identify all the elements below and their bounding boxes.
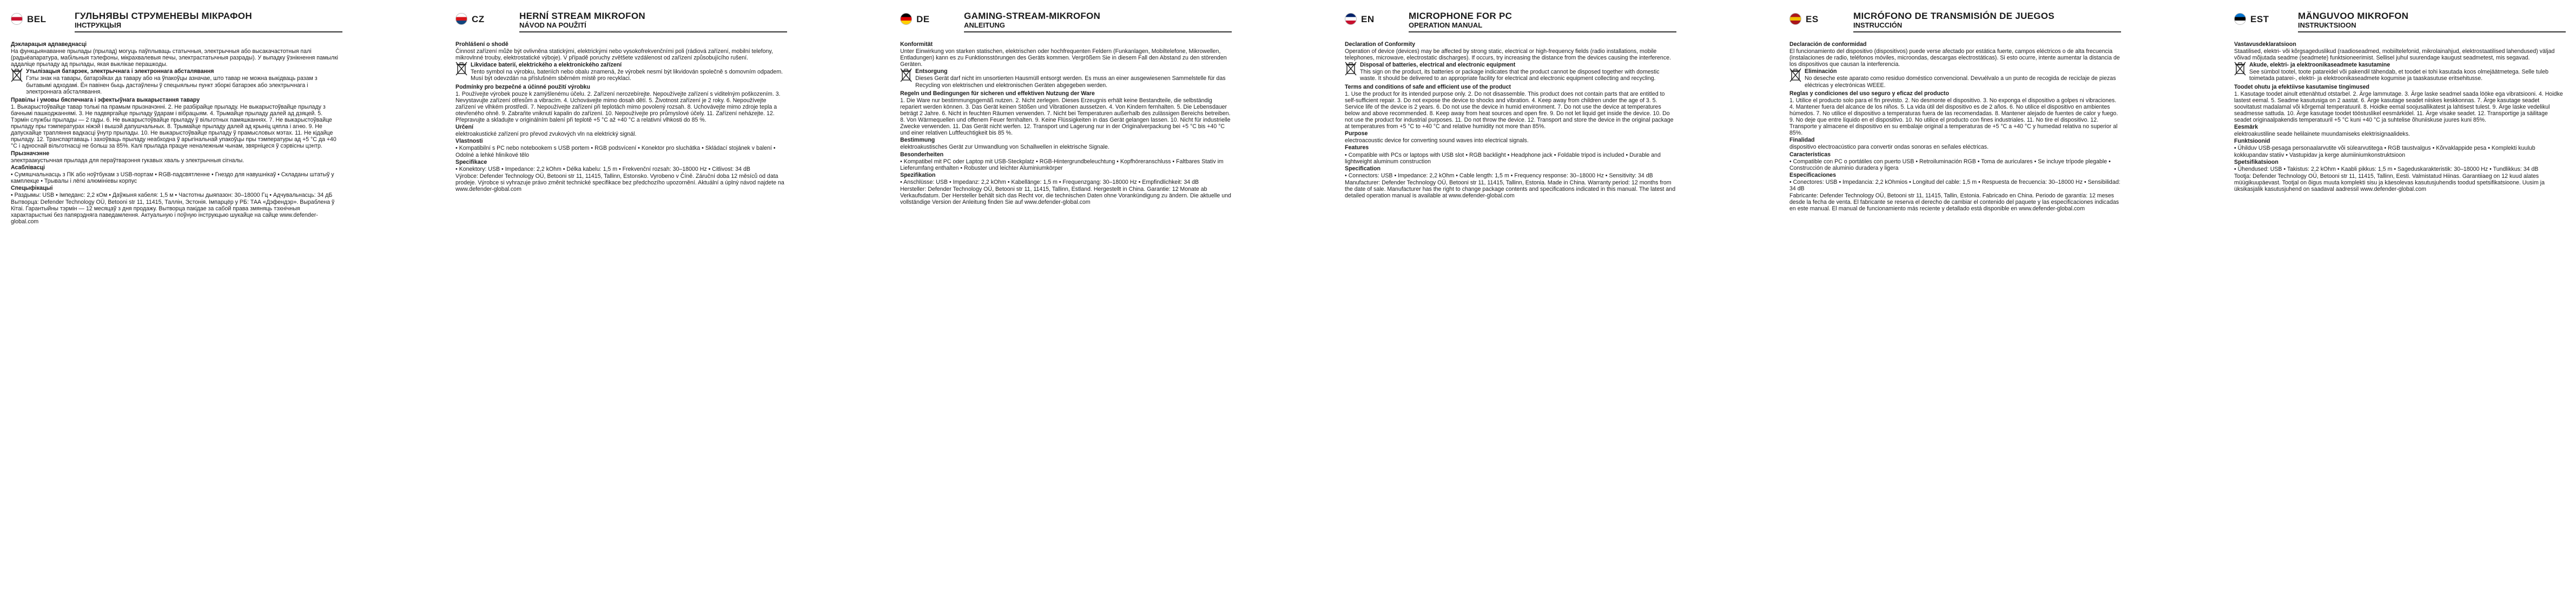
- column-header: [889, 0, 1241, 41]
- section-text: elektroakustiline seade helilainete muundamiseks elektrisignaalideks.: [2234, 131, 2410, 138]
- section-heading: Specifikace: [455, 158, 487, 165]
- section-heading: Especificaciones: [1789, 171, 1836, 178]
- manual-body: [0, 41, 352, 225]
- manual-subtitle: INSTRUKTSIOON: [2298, 21, 2356, 29]
- section-heading: Дэкларацыя адпаведнасці: [11, 41, 87, 48]
- section-text: El funcionamiento del dispositivo (dispositivos) puede verse afectado por estática fuerte, campos eléctricos o de alta frecuencia (instalaciones de radio, teléfonos móviles, microondas, descargas electrostáticas). Si esto ocurre, intente aumentar la distancia de los dispositivos que causan la interferencia.: [1789, 48, 2120, 68]
- manual-section: [2234, 138, 2565, 158]
- language-code: ES: [1806, 14, 1819, 24]
- section-text: Fabricante: Defender Technology OÜ, Betooni str 11, 11415, Tallin, Estonia. Fabricado en China. Periodo de garantía: 12 meses desde la fecha de venta. El fabricante se reserva el derecho de cambiar el contenido del paquete y las especificaciones indicadas en este manual. El manual de funcionamiento más reciente y detallado está disponible en www.defender-global.com: [1789, 192, 2119, 212]
- disposal-text-block: [26, 68, 342, 95]
- section-text: • Kompatibel mit PC oder Laptop mit USB-Steckplatz • RGB-Hintergrundbeleuchtung • Kopfhöreranschluss • Faltbares Stativ im Lieferumfang enthalten • Robuster und leichter Aluminiumkörper: [900, 158, 1224, 171]
- manual-section: [2234, 84, 2565, 124]
- manual-section: [455, 41, 787, 61]
- section-text: Tento symbol na výrobku, bateriích nebo obalu znamená, že výrobek nesmí být likvidován společně s domovním odpadem. Musí být odevzdán na příslušném sběrném místě pro recyklaci.: [471, 69, 783, 82]
- section-heading: Specification: [1345, 165, 1381, 172]
- section-text: elektroakustisches Gerät zur Umwandlung von Schallwellen in elektrische Signale.: [900, 144, 1109, 151]
- manual-section: [455, 84, 787, 124]
- language-column-en: [1334, 0, 1686, 605]
- section-heading: Regeln und Bedingungen für sicheren und effektiven Nutzung der Ware: [900, 90, 1095, 97]
- section-text: • Ühilduv USB-pesaga personaalarvutite või sülearvutitega • RGB taustvalgus • Kõrvaklappide pesa • Komplekti kuulub kokkupandav statiiv • Vastupidav ja kerge alumiiniumkonstruktsioon: [2234, 145, 2535, 158]
- column-header: [0, 0, 352, 41]
- manual-body: [889, 41, 1241, 205]
- section-heading: Akude, elektri- ja elektroonikaseadmete kasutamine: [2249, 62, 2390, 69]
- manual-section: [900, 172, 1231, 185]
- manual-subtitle: OPERATION MANUAL: [1409, 21, 1483, 29]
- section-text: Unter Einwirkung von starken statischen, elektrischen oder hochfrequenten Feldern (Funkanlagen, Mobiltelefone, Mikrowellen, Entladungen) kann es zu Funktionsstörungen des Geräts kommen. Vergrößern Sie in diesem Fall den Abstand zu den störenden Geräten.: [900, 48, 1227, 68]
- manual-section: [1345, 165, 1676, 179]
- section-heading: Eesmärk: [2234, 124, 2258, 131]
- product-title: HERNÍ STREAM MIKROFON: [519, 11, 645, 21]
- manual-body: [1334, 41, 1686, 199]
- section-heading: Funktsioonid: [2234, 138, 2270, 145]
- section-text: Staatilised, elektri- või kõrgsageduslikud (raadioseadmed, mobiiltelefonid, mikrolainahjud, elektrostaatilised lahendused) väljad võivad mõjutada seadme (seadmete) funktsioneerimist. Sellisel juhul suurendage kaugust seadmetest, mis segavad.: [2234, 48, 2555, 62]
- section-heading: Características: [1789, 151, 1831, 158]
- manual-section: [2234, 173, 2565, 192]
- product-title: MICROPHONE FOR PC: [1409, 11, 1512, 21]
- manual-section: [11, 185, 342, 198]
- manual-subtitle: ANLEITUNG: [964, 21, 1005, 29]
- language-code: DE: [916, 14, 930, 24]
- section-heading: Besonderheiten: [900, 151, 944, 158]
- manual-section: [455, 159, 787, 172]
- section-text: See sümbol tootel, toote patareidel või pakendil tähendab, et toodet ei tohi kasutada koos olmejäätmetega. Selle tuleb toimetada patarei-, elektri- ja elektroonikaseadmete kogumise ja taaskasutuse eritsehitusse.: [2249, 69, 2549, 82]
- section-heading: Declaración de conformidad: [1789, 41, 1867, 48]
- section-text: Činnost zařízení může být ovlivněna statickými, elektrickými nebo vysokofrekvenčními poli (rádiová zařízení, mobilní telefony, mikrovlnné trouby, elektrostatické výboje). V případě poruchy zvětšete vzdálenost od zařízení způsobujícího rušení.: [455, 48, 773, 62]
- crossed-bin-icon: [2234, 62, 2246, 76]
- section-heading: Podmínky pro bezpečné a účinné použití výrobku: [455, 83, 590, 90]
- manual-section: [1789, 172, 2121, 192]
- manual-section: [455, 173, 787, 192]
- disposal-text-block: [1360, 62, 1676, 82]
- language-column-est: [2223, 0, 2575, 605]
- section-heading: Disposal of batteries, electrical and electronic equipment: [1360, 62, 1516, 69]
- product-title: MÄNGUVOO MIKROFON: [2298, 11, 2409, 21]
- section-text: Výrobce: Defender Technology OÜ, Betooni str 11, 11415, Tallinn, Estonsko. Vyrobeno v Číně. Záruční doba 12 měsíců od data prodeje. Výrobce si vyhrazuje právo změnit technické specifikace bez předchozího upozornění. Aktuální a úplný návod najdete na www.defender-global.com: [455, 172, 784, 192]
- title-block: [519, 11, 787, 32]
- section-text: • Conectores: USB • Impedancia: 2,2 kOhmios • Longitud del cable: 1,5 m • Respuesta de frecuencia: 30–18000 Hz • Sensibilidad: 34 dB: [1789, 178, 2121, 192]
- manual-body: [445, 41, 796, 192]
- section-heading: Spezifikation: [900, 171, 936, 178]
- manual-subtitle: NÁVOD NA POUŽITÍ: [519, 21, 586, 29]
- column-header: [445, 0, 796, 41]
- section-heading: Určení: [455, 124, 473, 131]
- section-text: Hersteller: Defender Technology OÜ, Betooni str 11, 11415, Tallinn, Estland. Hergestellt in China. Garantie: 12 Monate ab Verkaufsdatum. Der Hersteller behält sich das Recht vor, die technischen Daten ohne Vorankündigung zu ändern. Die aktuelle und vollständige Version der Anleitung finden Sie auf www.defender-global.com: [900, 185, 1231, 206]
- section-heading: Асаблівасці: [11, 164, 45, 171]
- section-heading: Terms and conditions of safe and efficient use of the product: [1345, 83, 1511, 90]
- section-heading: Declaration of Conformity: [1345, 41, 1416, 48]
- flag-icon: [2234, 13, 2246, 25]
- column-header: [1334, 0, 1686, 41]
- section-heading: Features: [1345, 144, 1369, 151]
- section-text: Гэты знак на тавары, батарэйках да тавару або на ўпакоўцы азначае, што тавар не можна выкідваць разам з бытавымі адходамі. Ён павінен быць дастаўлены ў спецыяльны пункт зборкі батарэек або электрычнага і электроннага абсталявання.: [26, 75, 318, 95]
- manual-section: [1789, 137, 2121, 150]
- section-text: • Anschlüsse: USB • Impedanz: 2,2 kOhm • Kabellänge: 1,5 m • Frequenzgang: 30–18000 Hz • Empfindlichkeit: 34 dB: [900, 178, 1199, 185]
- crossed-bin-icon: [455, 62, 467, 76]
- section-text: Tootja: Defender Technology OÜ, Betooni str 11, 11415, Tallinn, Eesti. Valmistatud Hiinas. Garantiiaeg on 12 kuud alates müügikuupäevast. Tootjal on õigus muuta komplekti sisu ja käesolevas kasutusjuhendis toodud spetsifikatsioone. Uusim ja üksikasjalik kasutusjuhend on saadaval aadressil www.defender-global.com: [2234, 172, 2545, 192]
- disposal-text-block: [1805, 68, 2121, 89]
- manual-section: [1345, 144, 1676, 164]
- section-text: No deseche este aparato como residuo doméstico convencional. Devuélvalo a un punto de recogida de reciclaje de piezas eléctricas y electrónicas WEEE.: [1805, 75, 2116, 89]
- manual-section: [11, 150, 342, 164]
- section-text: Manufacturer: Defender Technology OÜ, Betooni str 11, 11415, Tallinn, Estonia. Made in China. Warranty period: 12 months from the date of sale. Manufacturer has the right to change package contents and specifications indicated in this manual. The latest and detailed operation manual is available at www.defender-global.com: [1345, 179, 1676, 200]
- manual-section: [1789, 151, 2121, 171]
- manual-subtitle: INSTRUCCIÓN: [1853, 21, 1903, 29]
- section-text: This sign on the product, its batteries or package indicates that the product cannot be disposed together with domestic waste. It should be delivered to an appropriate facility for electrical and electronic equipment collecting and recycling.: [1360, 69, 1660, 82]
- manual-section: [1789, 90, 2121, 137]
- disposal-text-block: [2249, 62, 2565, 82]
- language-code: CZ: [472, 14, 485, 24]
- section-text: • Connectors: USB • Impedance: 2,2 kOhm • Cable length: 1,5 m • Frequency response: 30–18000 Hz • Sensitivity: 34 dB: [1345, 172, 1653, 179]
- manual-section: [1789, 192, 2121, 212]
- section-heading: Finalidad: [1789, 137, 1815, 144]
- language-code: EST: [2250, 14, 2269, 24]
- language-column-de: [889, 0, 1241, 605]
- section-heading: Likvidace baterií, elektrického a elektronického zařízení: [471, 62, 622, 69]
- section-text: 1. Выкарыстоўвайце тавар толькі па прамым прызначэнні. 2. Не разбірайце прыладу. Не выкарыстоўвайце прыладу з бачнымі пашкоджаннямі. 3. Не падвяргайце прыладу ўдарам і вібрацыям. 4. Трымайце прыладу далей ад дзяцей. 5. Тэрмін службы прылады — 2 гады. 6. Не выкарыстоўвайце прыладу ў вільготных памяшканнях. 7. Не выкарыстоўвайце прыладу пры тэмпературах ніжэй і вышэй дапушчальных. 8. Трымайце прыладу далей ад крыніц цяпла і агню. 9. Не дапускайце трапляння вадкасці ўнутр прылады. 10. Не выкарыстоўвайце прыладу ў прамысловых мэтах. 11. Не кідайце прыладу. 12. Транспартаваць і захоўваць прыладу неабходна ў арыгінальнай упакоўцы пры тэмпературы ад +5 °C да +40 °C і адноснай вільготнасці не больш за 85%. Калі прылада працуе неналежным чынам, звярніцеся ў сэрвісны цэнтр.: [11, 103, 336, 150]
- section-text: 1. Use the product for its intended purpose only. 2. Do not disassemble. This product does not contain parts that are entitled to self-sufficient repair. 3. Do not expose the device to shocks and vibration. 4. Keep away from children under the age of 3. 5. Service life of the device is 2 years. 6. Do not use the device in humid environment. 7. Do not use the device at temperatures below and above recommended. 8. Keep away from heat sources and open fire. 9. Do not let liquid get inside the device. 10. Do not use the product for industrial purposes. 11. Do not throw the device. 12. Transport and store the device in the original package at temperatures from +5 °C to +40 °C and relative humidity not more than 85%.: [1345, 90, 1674, 130]
- manual-section: [900, 151, 1231, 171]
- section-heading: Спецыфікацыі: [11, 184, 53, 191]
- language-column-es: [1779, 0, 2130, 605]
- manual-section: [11, 97, 342, 150]
- manual-section: [455, 124, 787, 137]
- section-text: • Ühendused: USB • Takistus: 2,2 kOhm • Kaabli pikkus: 1,5 m • Sageduskarakteristik: 30–18000 Hz • Tundlikkus: 34 dB: [2234, 165, 2539, 172]
- section-heading: Vastavusdeklaratsioon: [2234, 41, 2296, 48]
- manual-section: [11, 199, 342, 225]
- manual-section: [1345, 41, 1676, 61]
- manual-section: [455, 138, 787, 158]
- flag-icon: [1789, 13, 1801, 25]
- flag-icon: [1345, 13, 1357, 25]
- section-heading: Reglas y condiciones del uso seguro y eficaz del producto: [1789, 90, 1949, 97]
- section-heading: Bestimmung: [900, 137, 935, 144]
- manual-section: [455, 62, 787, 82]
- manual-section: [11, 68, 342, 95]
- section-text: • Сумяшчальнасць з ПК або ноўтбукам з USB-портам • RGB-падсвятленне • Гнездо для навушнікаў • Складаны штатыў у камплекце • Трывалы і лёгкі алюмініевы корпус: [11, 171, 334, 184]
- manual-section: [2234, 159, 2565, 172]
- manual-section: [900, 186, 1231, 205]
- section-text: • Compatible con PC o portátiles con puerto USB • Retroiluminación RGB • Toma de auriculares • Se incluye trípode plegable • Construcción de aluminio duradera y ligera: [1789, 158, 2111, 171]
- section-heading: Правілы і умовы бяспечнага і эфектыўнага выкарыстання тавару: [11, 96, 200, 103]
- flag-icon: [900, 13, 912, 25]
- section-text: • Konektory: USB • Impedance: 2,2 kOhm • Délka kabelu: 1,5 m • Frekvenční rozsah: 30–18000 Hz • Citlivost: 34 dB: [455, 165, 750, 172]
- manual-section: [2234, 124, 2565, 137]
- section-text: • Compatible with PCs or laptops with USB slot • RGB backlight • Headphone jack • Foldable tripod is included • Durable and lightweight aluminum construction: [1345, 151, 1661, 165]
- title-block: [2298, 11, 2566, 32]
- section-text: electroacoustic device for converting sound waves into electrical signals.: [1345, 137, 1529, 144]
- manual-body: [2223, 41, 2575, 192]
- section-text: На функцыянаванне прылады (прылад) могуць паўплываць статычныя, электрычныя або высакачастотныя палі (радыёапаратура, мабільныя тэлефоны, мікрахвалевыя печы, электрастатычныя разрады). У выпадку ўзнікнення памылкі аддаліце прыладу ад прылады, якая выклікае перашкоды.: [11, 48, 338, 68]
- section-heading: Прызначэнне: [11, 150, 50, 157]
- manual-section: [1789, 41, 2121, 68]
- disposal-text-block: [471, 62, 787, 82]
- flag-icon: [455, 13, 467, 25]
- manual-subtitle: ІНСТРУКЦЫЯ: [75, 21, 122, 29]
- crossed-bin-icon: [1345, 62, 1357, 76]
- title-block: [75, 11, 342, 32]
- section-heading: Purpose: [1345, 130, 1368, 137]
- column-header: [1779, 0, 2130, 41]
- language-column-bel: [0, 0, 352, 605]
- manual-section: [11, 41, 342, 68]
- section-text: Вытворца: Defender Technology OÜ, Betooni str 11, 11415, Таллін, Эстонія. Імпарцёр у РБ: ТАА «Дэфендэр». Выраблена ў Кітаі. Гарантыйны тэрмін — 12 месяцаў з дня продажу. Вытворца пакідае за сабой права змяняць тэхнічныя характарыстыкі без папярэдняга паведамлення. Актуальную і поўную інструкцыю шукайце на сайце www.defender-global.com: [11, 199, 335, 225]
- title-block: [1853, 11, 2121, 32]
- manual-section: [900, 137, 1231, 150]
- manual-section: [2234, 62, 2565, 82]
- section-text: электраакустычная прылада для пераўтварэння гукавых хваль у электрычныя сігналы.: [11, 157, 245, 164]
- manual-section: [900, 90, 1231, 137]
- section-heading: Spetsifikatsioon: [2234, 158, 2278, 165]
- section-text: • Kompatibilní s PC nebo notebookem s USB portem • RGB podsvícení • Konektor pro sluchátka • Skládací stojánek v balení • Odolné a lehké hliníkové tělo: [455, 145, 776, 158]
- title-block: [1409, 11, 1676, 32]
- section-text: dispositivo electroacústico para convertir ondas sonoras en señales eléctricas.: [1789, 144, 1989, 151]
- crossed-bin-icon: [1789, 68, 1801, 82]
- section-heading: Toodet ohutu ja efektiivse kasutamise tingimused: [2234, 83, 2369, 90]
- section-text: 1. Die Ware nur bestimmungsgemäß nutzen. 2. Nicht zerlegen. Dieses Erzeugnis erhält keine Bestandteile, die selbständig repariert werden können. 3. Das Gerät keinen Stößen und Vibrationen aussetzen. 4. Von Kindern fernhalten. 5. Die Lebensdauer beträgt 2 Jahre. 6. Nicht in feuchten Räumen verwenden. 7. Nicht bei Temperaturen außerhalb des zulässigen Bereichs betreiben. 8. Von Wärmequellen und offenem Feuer fernhalten. 9. Keine Flüssigkeiten in das Gerät gelangen lassen. 10. Nicht für industrielle Zwecke verwenden. 11. Das Gerät nicht werfen. 12. Transport und Lagerung nur in der Originalverpackung bei +5 °C bis +40 °C und einer relativen Luftfeuchtigkeit bis 85 %.: [900, 97, 1231, 137]
- section-heading: Konformität: [900, 41, 933, 48]
- manual-section: [1789, 68, 2121, 89]
- product-title: MICRÓFONO DE TRANSMISIÓN DE JUEGOS: [1853, 11, 2055, 21]
- section-text: Dieses Gerät darf nicht im unsortierten Hausmüll entsorgt werden. Es muss an einer ausgewiesenen Sammelstelle für das Recycling von elektrischen und elektronischen Geräten abgegeben werden.: [915, 75, 1226, 89]
- section-text: 1. Utilice el producto solo para el fin previsto. 2. No desmonte el dispositivo. 3. No exponga el dispositivo a golpes ni vibraciones. 4. Mantener fuera del alcance de los niños. 5. La vida útil del dispositivo es de 2 años. 6. No utilice el dispositivo en ambientes húmedos. 7. No utilice el dispositivo a temperaturas fuera de las recomendadas. 8. Mantener alejado de fuentes de calor y fuego. 9. No deje que entre líquido en el dispositivo. 10. No utilice el producto con fines industriales. 11. No tire el dispositivo. 12. Transporte y almacene el dispositivo en su embalaje original a temperaturas de +5 °C a +40 °C y humedad relativa no superior al 85%.: [1789, 97, 2118, 137]
- manual-section: [2234, 41, 2565, 61]
- crossed-bin-icon: [900, 68, 912, 82]
- manual-section: [1345, 179, 1676, 199]
- section-text: 1. Používejte výrobek pouze k zamýšlenému účelu. 2. Zařízení nerozebírejte. Nepoužívejte zařízení s viditelným poškozením. 3. Nevystavujte zařízení otřesům a vibracím. 4. Uchovávejte mimo dosah dětí. 5. Životnost zařízení je 2 roky. 6. Nepoužívejte zařízení ve vlhkém prostředí. 7. Nepoužívejte zařízení při teplotách mimo povolený rozsah. 8. Uchovávejte mimo zdroje tepla a otevřeného ohně. 9. Zabraňte vniknutí kapalin do zařízení. 10. Nepoužívejte pro průmyslové účely. 11. Zařízení neházejte. 12. Přepravujte a skladujte v originálním balení při teplotě +5 °C až +40 °C a relativní vlhkosti do 85 %.: [455, 90, 781, 124]
- crossed-bin-icon: [11, 68, 23, 82]
- manual-section: [1345, 62, 1676, 82]
- product-title: ГУЛЬНЯВЫ СТРУМЕНЕВЫ МІКРАФОН: [75, 11, 252, 21]
- language-code: EN: [1361, 14, 1375, 24]
- language-code: BEL: [27, 14, 47, 24]
- language-column-cz: [445, 0, 796, 605]
- section-text: 1. Kasutage toodet ainult ettenähtud otstarbel. 2. Ärge lammutage. 3. Ärge laske seadmel saada lööke ega vibratsiooni. 4. Hoidke lastest eemal. 5. Seadme kasutusiga on 2 aastat. 6. Ärge kasutage seadet niiskes keskkonnas. 7. Ärge kasutage seadet soovitatust madalamal või kõrgemal temperatuuril. 8. Hoidke eemal soojusallikatest ja lahtisest tulest. 9. Ärge laske vedelikul seadmesse sattuda. 10. Ärge kasutage toodet tööstuslikel eesmärkidel. 11. Ärge visake seadet. 12. Transportige ja säilitage seadet originaalpakendis temperatuuril +5 °C kuni +40 °C ja suhtelise õhuniiskuse juures kuni 85%.: [2234, 90, 2563, 124]
- product-title: GAMING-STREAM-MIKROFON: [964, 11, 1101, 21]
- section-heading: Утылізацыя батарэек, электрычнага і электроннага абсталявання: [26, 68, 214, 75]
- section-text: elektroakustické zařízení pro převod zvukových vln na elektrický signál.: [455, 131, 637, 138]
- disposal-text-block: [915, 68, 1231, 89]
- section-heading: Vlastnosti: [455, 138, 483, 145]
- flag-icon: [11, 13, 23, 25]
- section-heading: Entsorgung: [915, 68, 948, 75]
- manual-section: [11, 164, 342, 184]
- manual-section: [900, 68, 1231, 89]
- section-heading: Prohlášení o shodě: [455, 41, 508, 48]
- column-header: [2223, 0, 2575, 41]
- manual-section: [1345, 84, 1676, 130]
- manual-body: [1779, 41, 2130, 212]
- manual-section: [900, 41, 1231, 68]
- section-text: • Раздымы: USB • Імпеданс: 2,2 кОм • Даўжыня кабеля: 1,5 м • Частотны дыяпазон: 30–18000 Гц • Адчувальнасць: 34 дБ: [11, 192, 333, 199]
- section-heading: Eliminación: [1805, 68, 1837, 75]
- manual-section: [1345, 130, 1676, 144]
- title-block: [964, 11, 1232, 32]
- section-text: Operation of device (devices) may be affected by strong static, electrical or high-frequency fields (radio installations, mobile telephones, microwave, electrostatic discharges). If occurs, try increasing the distance from the devices causing the interference.: [1345, 48, 1671, 62]
